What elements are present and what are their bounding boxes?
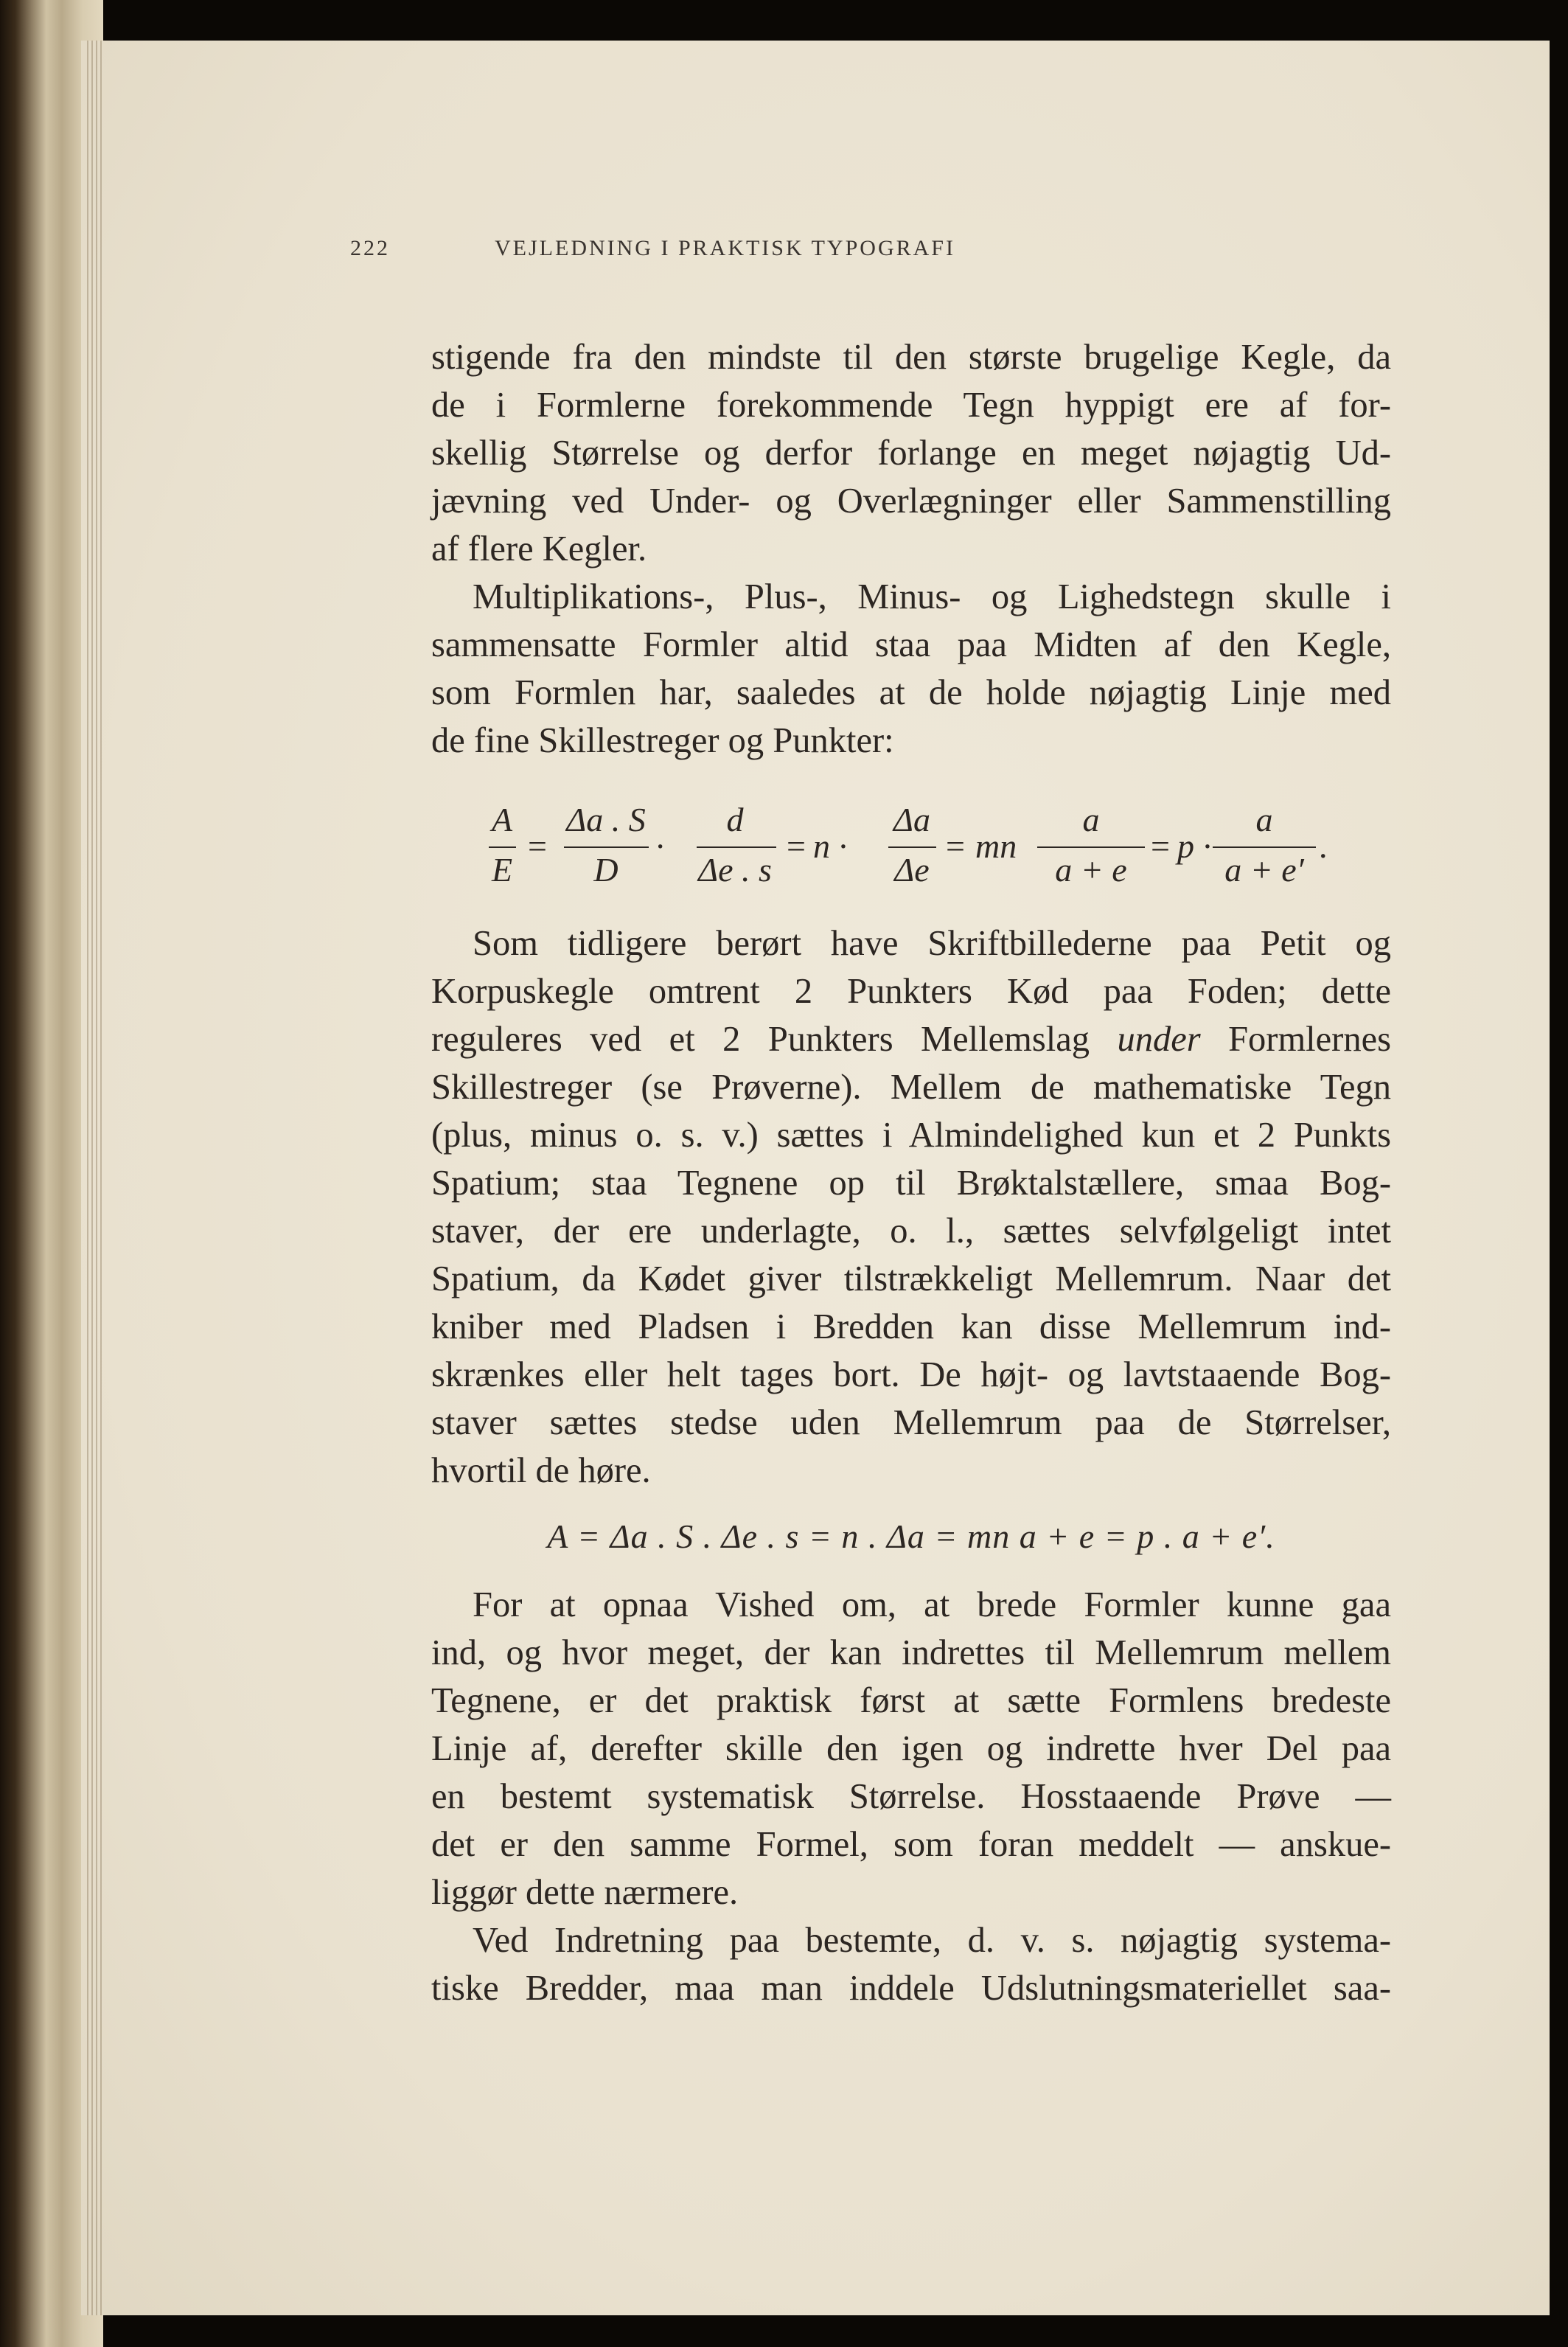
text-line: Skillestreger (se Prøverne). Mellem de mathematiske Tegn: [431, 1068, 1391, 1107]
text-run: Formlernes: [1200, 1020, 1391, 1059]
text-line: som Formlen har, saaledes at de holde nøjagtig Linje med: [431, 673, 1391, 712]
dot-operator: ·: [655, 827, 666, 865]
running-title: VEJLEDNING I PRAKTISK TYPOGRAFI: [495, 236, 955, 260]
page-number: 222: [350, 236, 390, 260]
text-line: Linje af, derefter skille den igen og indrette hver Del paa: [431, 1729, 1391, 1768]
text-line: Tegnene, er det praktisk først at sætte Formlens bredeste: [431, 1681, 1391, 1720]
text-line: skrænkes eller helt tages bort. De højt- og lavtstaaende Bog-: [431, 1355, 1391, 1394]
text-line: Multiplikations-, Plus-, Minus- og Lighedstegn skulle i: [473, 577, 1391, 616]
text-line: stigende fra den mindste til den største brugelige Kegle, da: [431, 338, 1391, 377]
text-line: af flere Kegler.: [431, 529, 647, 569]
text-line-with-emphasis: [431, 1015, 1391, 1063]
text-line: hvortil de høre.: [431, 1451, 651, 1490]
fraction-2-numerator: Δa . S: [566, 801, 646, 838]
equals-sign: =: [946, 827, 965, 865]
formula-middle-term-3: p ·: [1177, 827, 1211, 865]
fraction-formula: [431, 778, 1391, 918]
equals-sign: =: [787, 827, 806, 865]
text-line: skellig Størrelse og derfor forlange en meget nøjagtig Ud-: [431, 434, 1391, 473]
fraction-4-denominator: Δe: [894, 851, 930, 889]
text-line: staver, der ere underlagte, o. l., sættes selvfølgeligt intet: [431, 1211, 1391, 1251]
text-line: Korpuskegle omtrent 2 Punkters Kød paa Foden; dette: [431, 972, 1391, 1011]
text-line: ind, og hvor meget, der kan indrettes til Mellemrum mellem: [431, 1633, 1391, 1672]
fraction-4-numerator: Δa: [893, 801, 930, 838]
formula-end-period: .: [1319, 827, 1328, 865]
fraction-formula-graphic: [431, 778, 1391, 918]
paragraph-5: [431, 1916, 1391, 2012]
text-line: sammensatte Formler altid staa paa Midten af den Kegle,: [431, 625, 1391, 664]
text-line: liggør dette nærmere.: [431, 1873, 739, 1912]
paragraph-4: [431, 1581, 1391, 1916]
formula-middle-term-2: mn: [975, 827, 1017, 865]
fraction-1-denominator: E: [491, 851, 513, 889]
text-line: kniber med Pladsen i Bredden kan disse Mellemrum ind-: [431, 1307, 1391, 1346]
fraction-6-denominator: a + e′: [1224, 851, 1304, 889]
text-line: staver sættes stedse uden Mellemrum paa de Størrelser,: [431, 1403, 1391, 1442]
page-gutter: [87, 41, 105, 2315]
text-line: (plus, minus o. s. v.) sættes i Almindelighed kun et 2 Punkts: [431, 1116, 1391, 1155]
text-line: jævning ved Under- og Overlægninger eller Sammenstilling: [431, 481, 1391, 521]
text-line: Som tidligere berørt have Skriftbillederne paa Petit og: [473, 924, 1391, 963]
fraction-2-denominator: D: [593, 851, 619, 889]
text-run: reguleres ved et 2 Punkters Mellemslag: [431, 1020, 1118, 1059]
fraction-6-numerator: a: [1255, 801, 1273, 838]
text-line: det er den samme Formel, som foran meddelt — anskue-: [431, 1825, 1391, 1864]
text-line: de fine Skillestreger og Punkter:: [431, 721, 894, 760]
text-line: Ved Indretning paa bestemte, d. v. s. nøjagtig systema-: [473, 1921, 1391, 1960]
fraction-3-numerator: d: [726, 801, 744, 838]
fraction-1-numerator: A: [491, 801, 513, 838]
paragraph-3: [431, 919, 1391, 1495]
fraction-5-numerator: a: [1082, 801, 1100, 838]
equals-sign: =: [1151, 827, 1170, 865]
text-line: Spatium, da Kødet giver tilstrækkeligt Mellemrum. Naar det: [431, 1259, 1391, 1298]
fraction-3-denominator: Δe . s: [698, 851, 772, 889]
emphasized-word: under: [1117, 1020, 1201, 1059]
paragraph-2: [431, 573, 1391, 765]
paragraph-1: [431, 333, 1391, 573]
text-line: en bestemt systematisk Størrelse. Hosstaaende Prøve —: [431, 1777, 1391, 1816]
text-line: tiske Bredder, maa man inddele Udslutningsmateriellet saa-: [431, 1969, 1391, 2008]
text-line: de i Formlerne forekommende Tegn hyppigt ere af for-: [431, 386, 1391, 425]
text-line: For at opnaa Vished om, at brede Formler kunne gaa: [473, 1585, 1391, 1624]
text-line: Spatium; staa Tegnene op til Brøktalstællere, smaa Bog-: [431, 1164, 1391, 1203]
inline-formula: A = Δa . S . Δe . s = n . Δa = mn a + e = p . a + e′.: [547, 1517, 1275, 1555]
fraction-5-denominator: a + e: [1055, 851, 1127, 889]
page-body: [431, 333, 1391, 2012]
formula-middle-term-1: n ·: [813, 827, 847, 865]
equals-sign: =: [528, 827, 547, 865]
